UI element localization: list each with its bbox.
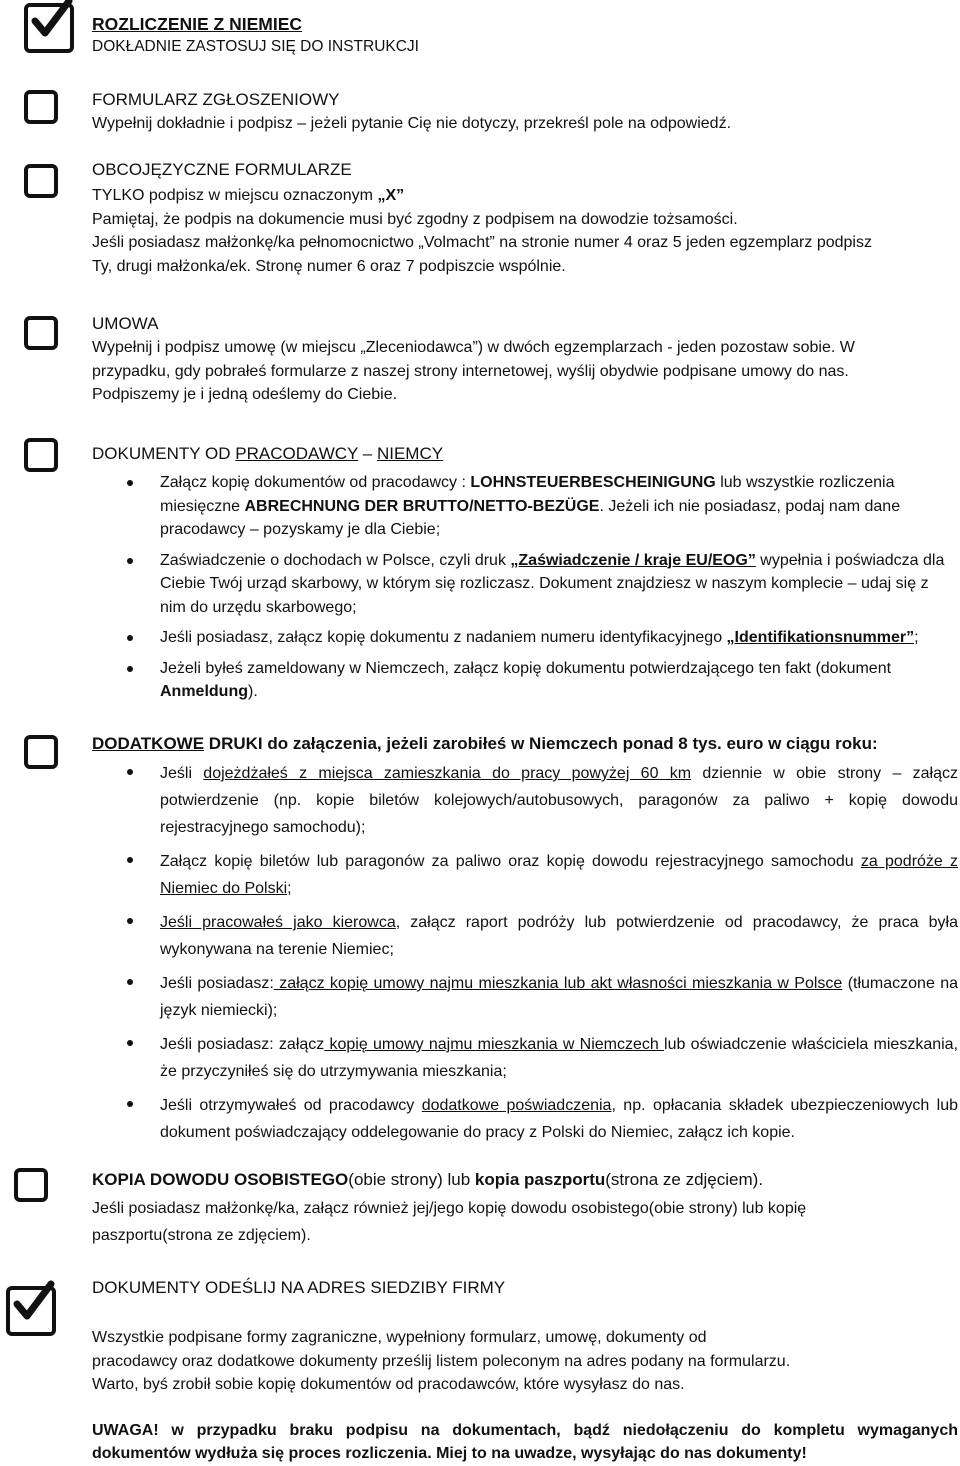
section-contract xyxy=(92,312,958,407)
section-title: DOKUMENTY OD PRACODAWCY – NIEMCY xyxy=(92,444,444,463)
section-title: FORMULARZ ZGŁOSZENIOWY xyxy=(92,90,340,109)
bullet-list xyxy=(92,760,958,1146)
list-item: Jeżeli byłeś zameldowany w Niemczech, załącz kopię dokumentu potwierdzającego ten fakt (dokument Anmeldung). xyxy=(92,657,958,704)
section-employer-docs xyxy=(92,442,958,704)
list-item: Załącz kopię biletów lub paragonów za paliwo oraz kopię dowodu rejestracyjnego samochodu za podróże z Niemiec do Polski; xyxy=(92,848,958,902)
paragraph-line: Ty, drugi małżonka/ek. Stronę numer 6 oraz 7 podpiszcie wspólnie. xyxy=(92,257,566,275)
list-item: Jeśli pracowałeś jako kierowca, załącz raport podróży lub potwierdzenie od pracodawcy, że praca była wykonywana na terenie Niemiec; xyxy=(92,909,958,963)
checkbox-icon xyxy=(24,164,58,198)
section-title: UMOWA xyxy=(92,314,159,333)
paragraph-line: Podpiszemy je i jedną odeślemy do Ciebie. xyxy=(92,386,398,403)
checked-checkbox-icon xyxy=(24,3,74,53)
paragraph-line: Wszystkie podpisane formy zagraniczne, wypełniony formularz, umowę, dokumenty od xyxy=(92,1329,707,1346)
paragraph-line: Jeśli posiadasz małżonkę/ka pełnomocnictwo „Volmacht” na stronie numer 4 oraz 5 jeden egzemplarz podpisz xyxy=(92,234,872,251)
list-item: Jeśli posiadasz: załącz kopię umowy najmu mieszkania lub akt własności mieszkania w Polsce (tłumaczone na język niemiecki); xyxy=(92,970,958,1024)
section-title: KOPIA DOWODU OSOBISTEGO(obie strony) lub kopia paszportu(strona ze zdjęciem). xyxy=(92,1170,764,1189)
section-header xyxy=(92,12,958,58)
page-title: ROZLICZENIE Z NIEMIEC xyxy=(92,14,302,34)
paragraph: Wypełnij dokładnie i podpisz – jeżeli pytanie Cię nie dotyczy, przekreśl pole na odpowiedź. xyxy=(92,115,732,132)
bullet-list xyxy=(92,471,958,704)
section-form xyxy=(92,88,958,136)
section-id-copy xyxy=(92,1168,958,1249)
checkbox-icon xyxy=(14,1168,48,1202)
paragraph-line: Jeśli posiadasz małżonkę/ka, załącz również jej/jego kopię dowodu osobistego(obie strony) lub kopię xyxy=(92,1200,807,1217)
page-subtitle: DOKŁADNIE ZASTOSUJ SIĘ DO INSTRUKCJI xyxy=(92,38,419,55)
list-item: Jeśli otrzymywałeś od pracodawcy dodatkowe poświadczenia, np. opłacania składek ubezpieczeniowych lub dokument poświadczający oddelegowanie do pracy z Polski do Niemiec, załącz ich kopie. xyxy=(92,1092,958,1146)
section-title: OBCOJĘZYCZNE FORMULARZE xyxy=(92,160,352,179)
list-item: Jeśli dojeżdżałeś z miejsca zamieszkania do pracy powyżej 60 km dziennie w obie strony – załącz potwierdzenie (np. kopie biletów kolejowych/autobusowych, paragonów za paliwo + kopię dowodu rejestracyjnego samochodu); xyxy=(92,760,958,841)
checkbox-icon xyxy=(24,90,58,124)
paragraph-line: TYLKO podpisz w miejscu oznaczonym „X” xyxy=(92,187,405,204)
list-item: Jeśli posiadasz: załącz kopię umowy najmu mieszkania w Niemczech lub oświadczenie właściciela mieszkania, że przyczyniłeś się do utrzymywania mieszkania; xyxy=(92,1031,958,1085)
section-title: DOKUMENTY ODEŚLIJ NA ADRES SIEDZIBY FIRMY xyxy=(92,1278,506,1297)
section-additional-docs xyxy=(92,732,958,1146)
checkbox-icon xyxy=(24,735,58,769)
section-send-docs xyxy=(92,1276,958,1466)
paragraph-line: przypadku, gdy pobrałeś formularze z naszej strony internetowej, wyślij obydwie podpisane umowy do nas. xyxy=(92,362,849,380)
list-item: Załącz kopię dokumentów od pracodawcy : LOHNSTEUERBESCHEINIGUNG lub wszystkie rozliczenia miesięczne ABRECHNUNG DER BRUTTO/NETTO-BEZÜGE. Jeżeli ich nie posiadasz, podaj nam dane pracodawcy – pozyskamy je dla Ciebie; xyxy=(92,471,958,542)
section-title: DODATKOWE DRUKI do załączenia, jeżeli zarobiłeś w Niemczech ponad 8 tys. euro w ciągu roku: xyxy=(92,734,878,753)
paragraph-line: Pamiętaj, że podpis na dokumencie musi być zgodny z podpisem na dowodzie tożsamości. xyxy=(92,210,738,228)
paragraph-line: paszportu(strona ze zdjęciem). xyxy=(92,1227,311,1244)
list-item: Zaświadczenie o dochodach w Polsce, czyli druk „Zaświadczenie / kraje EU/EOG” wypełnia i poświadcza dla Ciebie Twój urząd skarbowy, w którym się rozliczasz. Dokument znajdziesz w naszym komplecie – udaj się z nim do urzędu skarbowego; xyxy=(92,549,958,620)
checked-checkbox-icon xyxy=(6,1286,56,1336)
checkbox-icon xyxy=(24,316,58,350)
list-item: Jeśli posiadasz, załącz kopię dokumentu z nadaniem numeru identyfikacyjnego „Identifikationsnummer”; xyxy=(92,626,958,650)
paragraph-line: Wypełnij i podpisz umowę (w miejscu „Zleceniodawca”) w dwóch egzemplarzach - jeden pozostaw sobie. W xyxy=(92,339,855,356)
paragraph-line: Warto, byś zrobił sobie kopię dokumentów od pracodawców, które wysyłasz do nas. xyxy=(92,1376,685,1393)
section-foreign-forms xyxy=(92,158,958,278)
checkbox-icon xyxy=(24,438,58,472)
paragraph-line: pracodawcy oraz dodatkowe dokumenty prześlij listem poleconym na adres podany na formularzu. xyxy=(92,1352,791,1370)
warning-line: dokumentów wydłuża się proces rozliczenia. Miej to na uwadze, wysyłając do nas dokumenty! xyxy=(92,1445,807,1462)
warning-line: UWAGA! w przypadku braku podpisu na dokumentach, bądź niedołączeniu do kompletu wymaganych xyxy=(92,1421,958,1439)
